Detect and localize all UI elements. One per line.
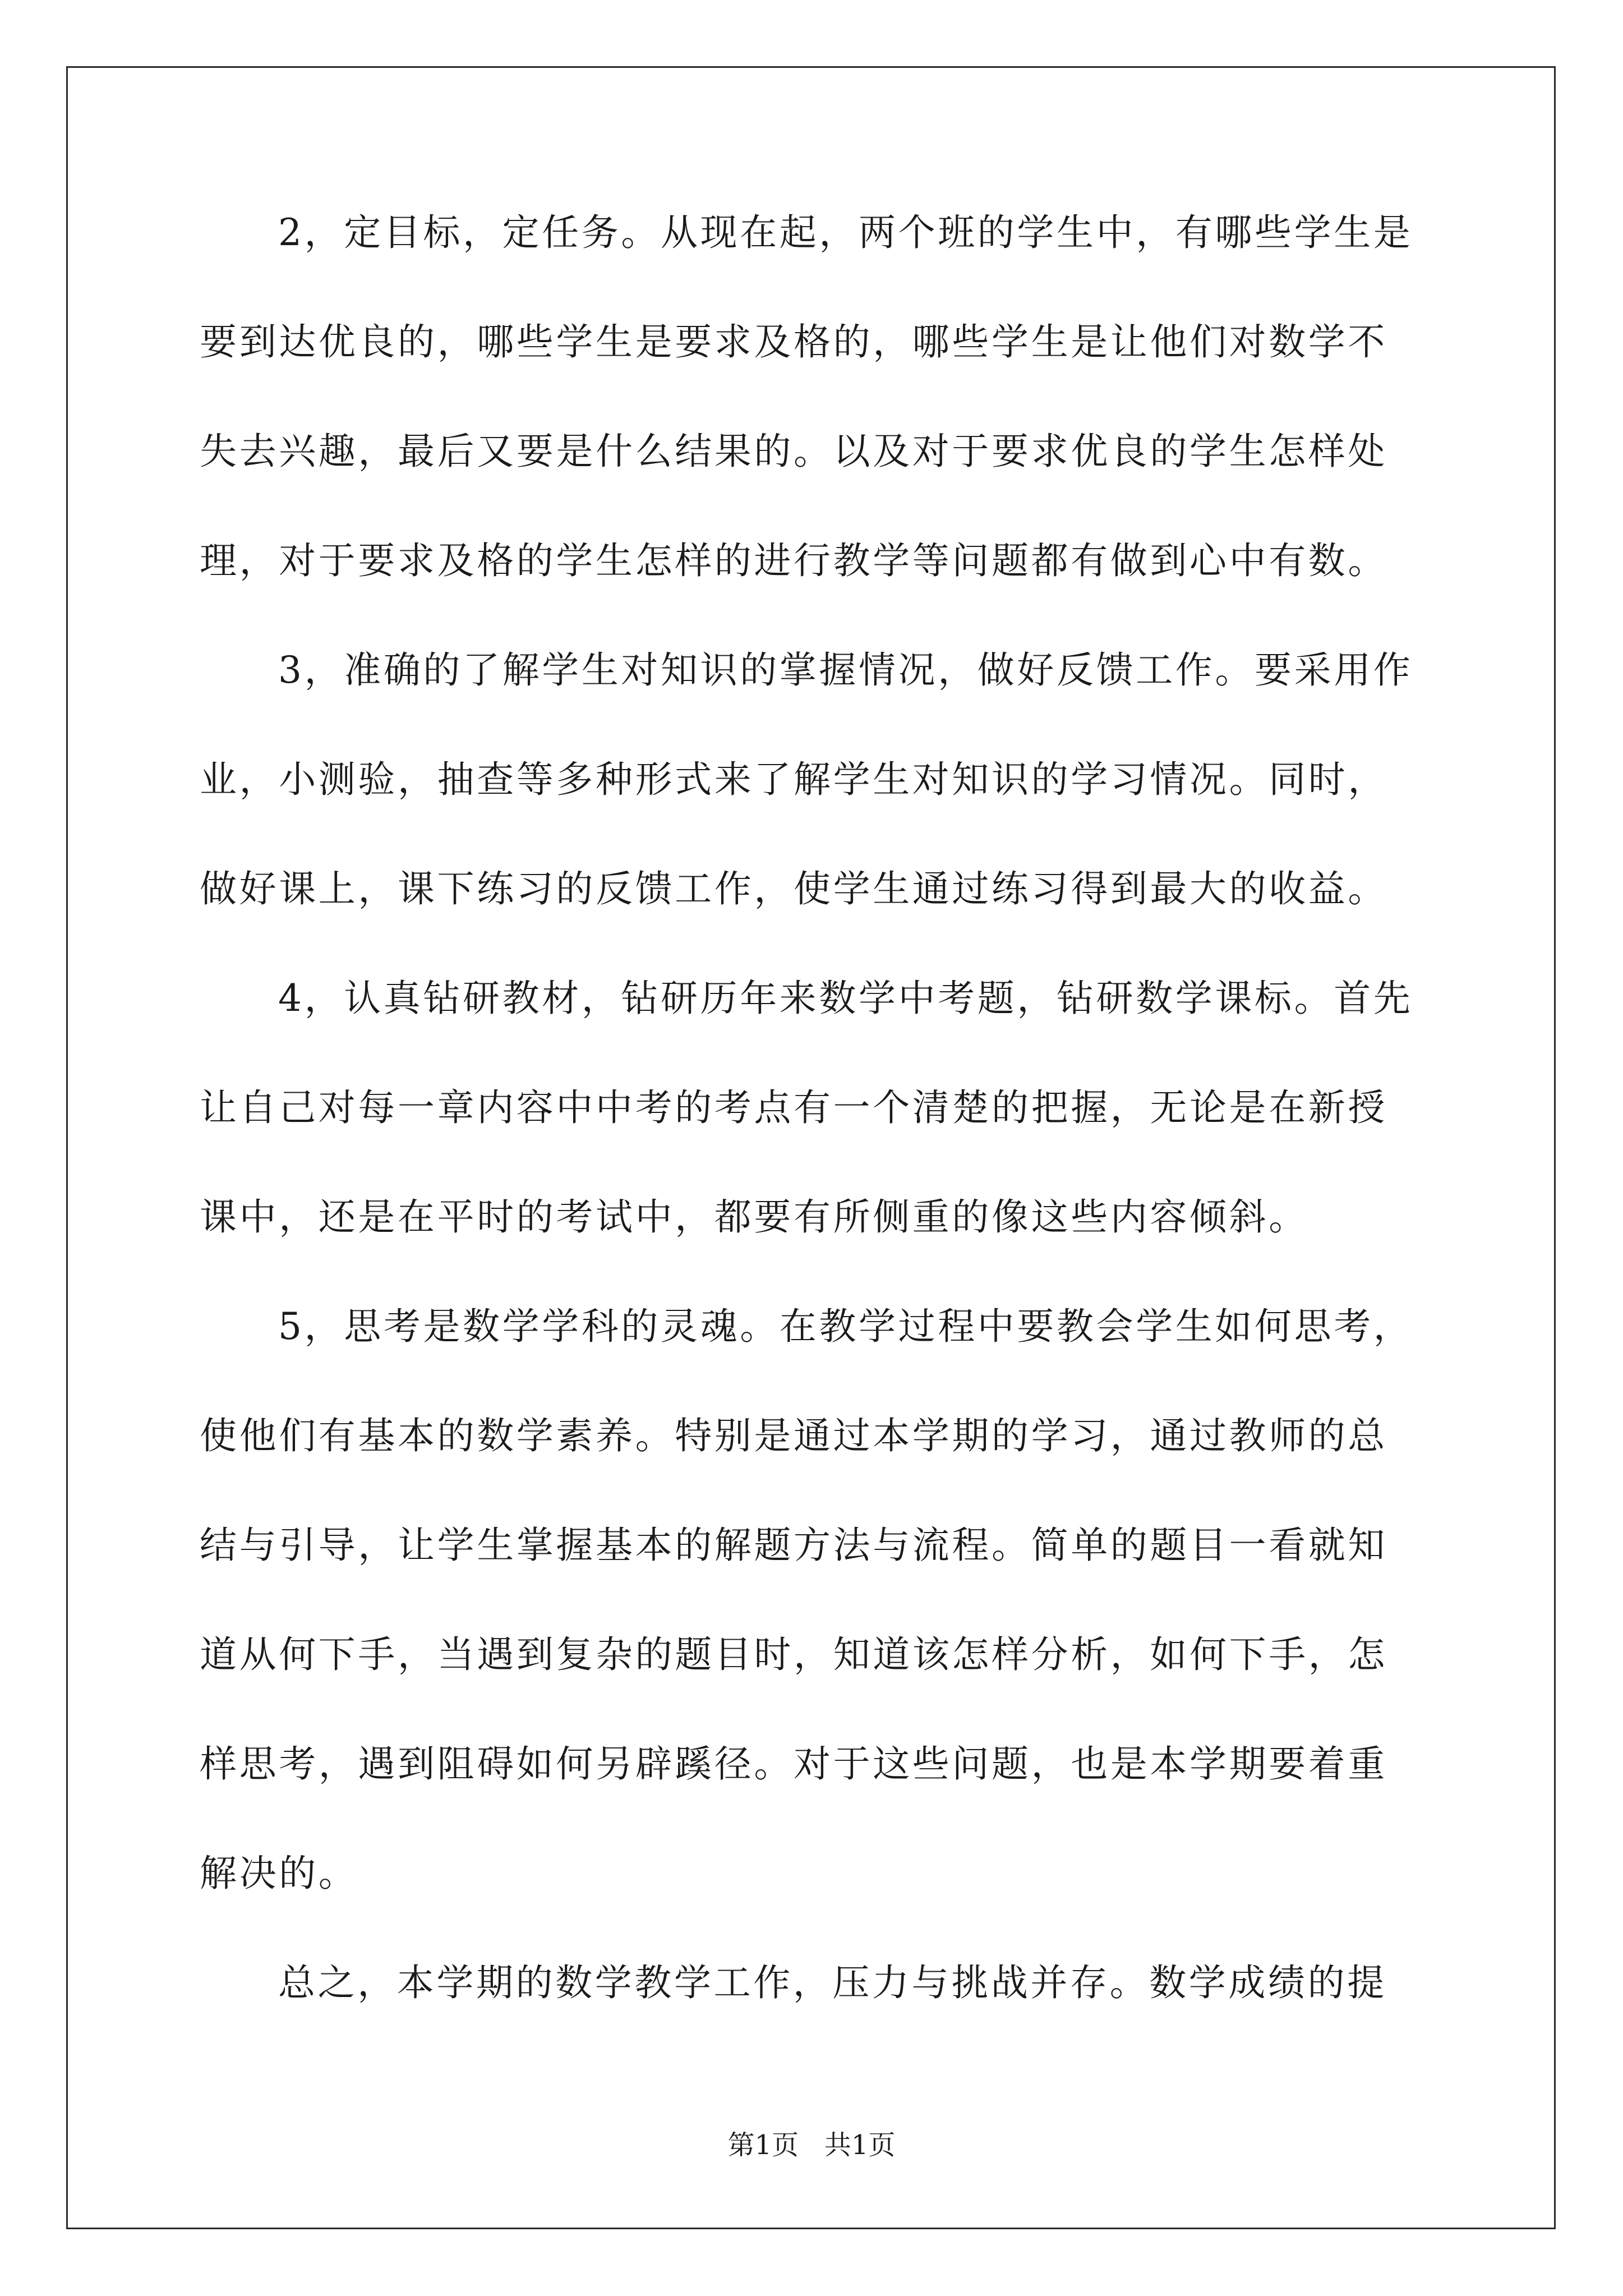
paragraph-4-line-3: 课中，还是在平时的考试中，都要有所侧重的像这些内容倾斜。 xyxy=(200,1195,1308,1239)
paragraph-2-line-4: 理，对于要求及格的学生怎样的进行教学等问题都有做到心中有数。 xyxy=(200,539,1387,582)
page-number-footer: 第1页 共1页 xyxy=(727,2129,896,2161)
paragraph-5-line-1: 5，思考是数学学科的灵魂。在教学过程中要教会学生如何思考， xyxy=(278,1305,1413,1348)
paragraph-3-line-2: 业，小测验，抽查等多种形式来了解学生对知识的学习情况。同时， xyxy=(200,758,1387,801)
paragraph-5-line-4: 道从何下手，当遇到复杂的题目时，知道该怎样分析，如何下手，怎 xyxy=(200,1633,1387,1676)
document-body xyxy=(200,213,1431,2003)
paragraph-3-line-1: 3，准确的了解学生对知识的掌握情况，做好反馈工作。要采用作 xyxy=(278,648,1413,692)
paragraph-5-line-5: 样思考，遇到阻碍如何另辟蹊径。对于这些问题，也是本学期要着重 xyxy=(200,1742,1387,1786)
paragraph-2-line-1: 2，定目标，定任务。从现在起，两个班的学生中，有哪些学生是 xyxy=(278,211,1413,254)
paragraph-2-line-3: 失去兴趣，最后又要是什么结果的。以及对于要求优良的学生怎样处 xyxy=(200,430,1387,473)
paragraph-4-line-2: 让自己对每一章内容中中考的考点有一个清楚的把握，无论是在新授 xyxy=(200,1086,1387,1129)
paragraph-4-line-1: 4，认真钻研教材，钻研历年来数学中考题，钻研数学课标。首先 xyxy=(278,977,1413,1020)
paragraph-3-line-3: 做好课上，课下练习的反馈工作，使学生通过练习得到最大的收益。 xyxy=(200,867,1387,910)
paragraph-2-line-2: 要到达优良的，哪些学生是要求及格的，哪些学生是让他们对数学不 xyxy=(200,320,1387,364)
paragraph-5-line-6: 解决的。 xyxy=(200,1852,358,1895)
paragraph-5-line-2: 使他们有基本的数学素养。特别是通过本学期的学习，通过教师的总 xyxy=(200,1414,1387,1457)
paragraph-5-line-3: 结与引导，让学生掌握基本的解题方法与流程。简单的题目一看就知 xyxy=(200,1524,1387,1567)
paragraph-summary-line-1: 总之，本学期的数学教学工作，压力与挑战并存。数学成绩的提 xyxy=(278,1961,1387,2004)
